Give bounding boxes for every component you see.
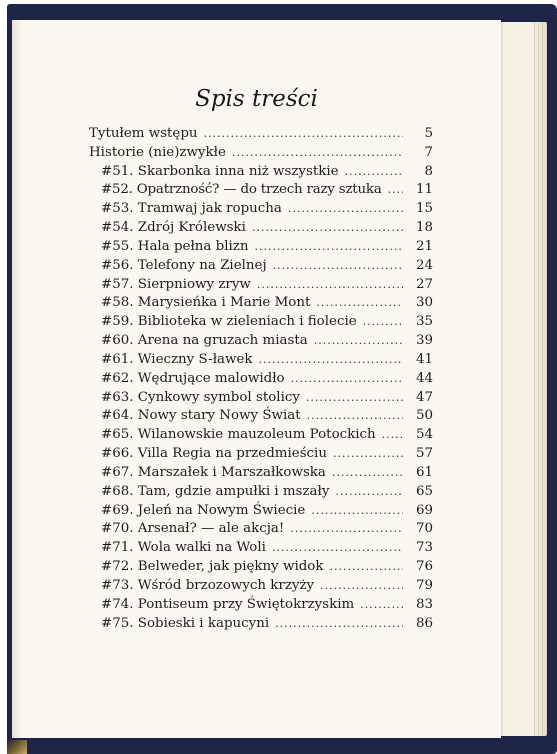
toc-entry-title: #55. Hala pełna blizn — [101, 238, 249, 254]
toc-entry-page: 76 — [415, 559, 433, 575]
toc-entry-page: 41 — [415, 351, 433, 367]
toc-entry-title: Historie (nie)zwykłe — [89, 144, 226, 160]
toc-entry-title: #54. Zdrój Królewski — [101, 220, 246, 236]
toc-entry-page: 65 — [415, 483, 433, 499]
toc-entry-title: #56. Telefony na Zielnej — [101, 257, 267, 273]
toc-entry[interactable] — [89, 484, 433, 503]
toc-entry[interactable] — [89, 597, 433, 616]
toc-dot-leader — [252, 221, 403, 234]
toc-entry[interactable] — [89, 503, 433, 522]
toc-entry-page: 7 — [424, 144, 433, 160]
toc-dot-leader — [311, 504, 403, 517]
toc-dot-leader — [332, 466, 403, 479]
toc-entry-title: #73. Wśród brzozowych krzyży — [101, 577, 315, 593]
toc-entry[interactable] — [89, 578, 433, 597]
toc-entry-page: 15 — [415, 201, 433, 217]
toc-entry-title: #67. Marszałek i Marszałkowska — [101, 464, 326, 480]
toc-entry-title: #60. Arena na gruzach miasta — [101, 333, 308, 349]
toc-entry-title: Tytułem wstępu — [89, 126, 198, 141]
toc-entry-page: 47 — [415, 389, 433, 405]
toc-entry[interactable] — [89, 164, 433, 183]
toc-entry-page: 35 — [415, 314, 433, 330]
toc-entry[interactable] — [89, 277, 433, 296]
toc-dot-leader — [335, 485, 403, 498]
toc-entry-page: 79 — [415, 577, 433, 593]
toc-entry[interactable] — [89, 258, 433, 277]
toc-entry-title: #74. Pontiseum przy Świętokrzyskim — [101, 596, 355, 612]
toc-dot-leader — [254, 240, 403, 253]
toc-entry[interactable] — [89, 220, 433, 239]
toc-entry[interactable] — [89, 616, 433, 635]
toc-entry-title: #68. Tam, gdzie ampułki i mszały — [101, 483, 330, 499]
toc-dot-leader — [314, 334, 403, 347]
toc-entry[interactable] — [89, 182, 433, 201]
toc-entry-page: 44 — [415, 370, 433, 386]
toc-dot-leader — [388, 183, 403, 196]
toc-entry-page: 61 — [415, 464, 433, 480]
toc-dot-leader — [329, 560, 403, 573]
toc-entry-page: 8 — [424, 163, 433, 179]
toc-dot-leader — [316, 296, 403, 309]
toc-entry-title: #59. Biblioteka w zieleniach i fiolecie — [101, 314, 357, 330]
page-gutter-shadow — [12, 20, 22, 738]
toc-entry[interactable] — [89, 559, 433, 578]
toc-entry-title: #52. Opatrzność? — do trzech razy sztuka — [101, 182, 382, 198]
cover-corner-ornament — [7, 740, 27, 754]
toc-entry-page: 69 — [415, 502, 433, 518]
toc-dot-leader — [306, 391, 403, 404]
toc-entry-page: 70 — [415, 521, 433, 537]
toc-dot-leader — [257, 278, 403, 291]
toc-entry[interactable] — [89, 371, 433, 390]
toc-entry-page: 50 — [415, 408, 433, 424]
toc-entry-page: 27 — [415, 276, 433, 292]
toc-entry-title: #64. Nowy stary Nowy Świat — [101, 408, 301, 424]
toc-dot-leader — [288, 202, 403, 215]
toc-dot-leader — [204, 127, 403, 140]
toc-dot-leader — [333, 447, 403, 460]
toc-entry[interactable] — [89, 446, 433, 465]
toc-entry-title: #58. Marysieńka i Marie Mont — [101, 295, 311, 311]
toc-entry[interactable] — [89, 540, 433, 559]
toc-entry-page: 21 — [415, 238, 433, 254]
toc-dot-leader — [307, 409, 403, 422]
toc-entry-page: 83 — [415, 596, 433, 612]
toc-entry-page: 54 — [415, 427, 433, 443]
toc-entry-title: #53. Tramwaj jak ropucha — [101, 201, 282, 217]
toc-entry[interactable] — [89, 239, 433, 258]
toc-dot-leader — [259, 353, 403, 366]
toc-entry-title: #51. Skarbonka inna niż wszystkie — [101, 163, 339, 179]
toc-entry-page: 73 — [415, 540, 433, 556]
toc-entry-title: #57. Sierpniowy zryw — [101, 276, 251, 292]
toc-dot-leader — [290, 522, 403, 535]
toc-entry-title: #71. Wola walki na Woli — [101, 540, 266, 556]
toc-entry-page: 18 — [415, 220, 433, 236]
toc-entry[interactable] — [89, 408, 433, 427]
toc-title: Spis treści — [195, 86, 318, 112]
book-page — [12, 20, 501, 738]
toc-entry-page: 24 — [415, 257, 433, 273]
toc-entry-title: #75. Sobieski i kapucyni — [101, 615, 270, 631]
toc-dot-leader — [360, 598, 403, 611]
toc-entry[interactable] — [89, 145, 433, 164]
toc-dot-leader — [363, 315, 403, 328]
toc-dot-leader — [382, 428, 403, 441]
toc-dot-leader — [345, 165, 403, 178]
toc-entry-title: #62. Wędrujące malowidło — [101, 370, 285, 386]
toc-entry[interactable] — [89, 521, 433, 540]
toc-entry[interactable] — [89, 333, 433, 352]
toc-entry-title: #69. Jeleń na Nowym Świecie — [101, 502, 306, 518]
toc-dot-leader — [291, 372, 403, 385]
toc-dot-leader — [273, 259, 403, 272]
toc-dot-leader — [275, 617, 403, 630]
toc-entry-page: 30 — [415, 295, 433, 311]
toc-entry[interactable] — [89, 390, 433, 409]
toc-dot-leader — [232, 146, 403, 159]
toc-entry-page: 11 — [415, 182, 433, 198]
toc-entry-title: #66. Villa Regia na przedmieściu — [101, 446, 327, 462]
toc-entry-page: 39 — [415, 333, 433, 349]
toc-dot-leader — [272, 541, 403, 554]
toc-entry[interactable] — [89, 126, 433, 145]
toc-entry[interactable] — [89, 295, 433, 314]
toc-entry-title: #63. Cynkowy symbol stolicy — [101, 389, 300, 405]
toc-dot-leader — [320, 579, 403, 592]
toc-entry-title: #70. Arsenał? — ale akcja! — [101, 521, 285, 537]
toc-entry[interactable] — [89, 314, 433, 333]
toc-entry[interactable] — [89, 427, 433, 446]
toc-entry-title: #72. Belweder, jak piękny widok — [101, 559, 324, 575]
toc-entry-title: #61. Wieczny S-ławek — [101, 351, 253, 367]
toc-entry-page: 57 — [415, 446, 433, 462]
toc-entry[interactable] — [89, 352, 433, 371]
toc-list — [89, 126, 433, 634]
toc-entry-page: 86 — [415, 615, 433, 631]
toc-entry[interactable] — [89, 201, 433, 220]
toc-entry-page: 5 — [424, 126, 433, 141]
toc-entry[interactable] — [89, 465, 433, 484]
toc-entry-title: #65. Wilanowskie mauzoleum Potockich — [101, 427, 376, 443]
